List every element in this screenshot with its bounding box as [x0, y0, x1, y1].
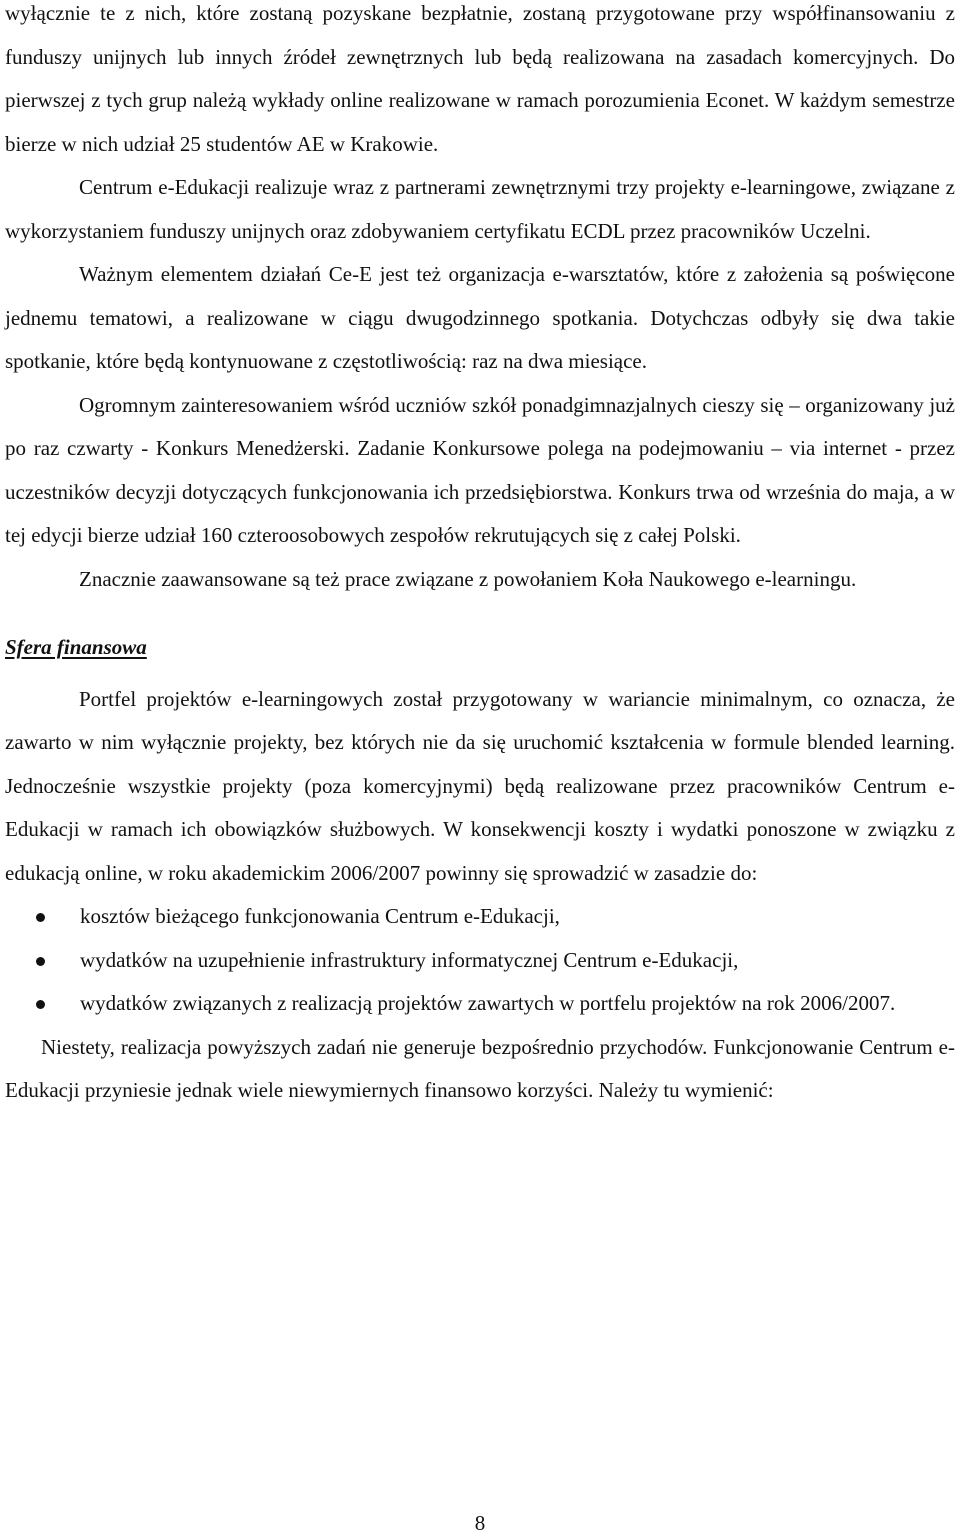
bullet-list — [5, 895, 955, 1026]
body-paragraph: Ważnym elementem działań Ce-E jest też organizacja e-warsztatów, które z założenia są poświęcone jednemu tematowi, a realizowane w ciągu dwugodzinnego spotkania. Dotychczas odbyły się dwa takie spotkanie, które będą kontynuowane z częstotliwością: raz na dwa miesiące. — [5, 262, 955, 373]
body-paragraph: Znacznie zaawansowane są też prace związane z powołaniem Koła Naukowego e-learningu. — [79, 566, 857, 591]
page-number: 8 — [474, 1511, 486, 1535]
bullet-icon — [36, 913, 45, 922]
list-item — [5, 939, 955, 983]
body-paragraph: Centrum e-Edukacji realizuje wraz z partnerami zewnętrznymi trzy projekty e-learningowe, związane z wykorzystaniem funduszy unijnych oraz zdobywaniem certyfikatu ECDL przez pracowników Uczelni. — [5, 175, 955, 243]
finance-paragraph: Portfel projektów e-learningowych został przygotowany w wariancie minimalnym, co oznacza, że zawarto w nim wyłącznie projekty, bez których nie da się uruchomić kształcenia w formule blended learning. Jednocześnie wszystkie projekty (poza komercyjnymi) będą realizowane przez pracowników Centrum e-Edukacji w ramach ich obowiązków służbowych. W konsekwencji koszty i wydatki ponoszone w związku z edukacją online, w roku akademickim 2006/2007 powinny się sprowadzić w zasadzie do: — [5, 686, 955, 885]
closing-paragraph: Niestety, realizacja powyższych zadań nie generuje bezpośrednio przychodów. Funkcjonowanie Centrum e-Edukacji przyniesie jednak wiele niewymiernych finansowo korzyści. Należy tu wymienić: — [5, 1034, 955, 1102]
section-heading: Sfera finansowa — [5, 635, 147, 659]
list-item-text: kosztów bieżącego funkcjonowania Centrum e-Edukacji, — [80, 904, 560, 928]
list-item-text: wydatków na uzupełnienie infrastruktury informatycznej Centrum e-Edukacji, — [80, 947, 739, 972]
bullet-icon — [36, 957, 45, 966]
body-paragraph: Ogromnym zainteresowaniem wśród uczniów szkół ponadgimnazjalnych cieszy się – organizowany już po raz czwarty - Konkurs Menedżerski. Zadanie Konkursowe polega na podejmowaniu – via internet - przez uczestników decyzji dotyczących funkcjonowania ich przedsiębiorstwa. Konkurs trwa od września do maja, a w tej edycji bierze udział 160 czteroosobowych zespołów rekrutujących się z całej Polski. — [5, 392, 955, 547]
list-item — [5, 982, 955, 1026]
list-item — [5, 895, 955, 939]
bullet-icon — [36, 1000, 45, 1009]
body-paragraph: wyłącznie te z nich, które zostaną pozyskane bezpłatnie, zostaną przygotowane przy współfinansowaniu z funduszy unijnych lub innych źródeł zewnętrznych lub będą realizowana na zasadach komercyjnych. Do pierwszej z tych grup należą wykłady online realizowane w ramach porozumienia Econet. W każdym semestrze bierze w nich udział 25 studentów AE w Krakowie. — [5, 1, 955, 156]
list-item-text: wydatków związanych z realizacją projektów zawartych w portfelu projektów na rok 2006/2007. — [80, 991, 896, 1015]
document-page — [5, 0, 955, 1113]
